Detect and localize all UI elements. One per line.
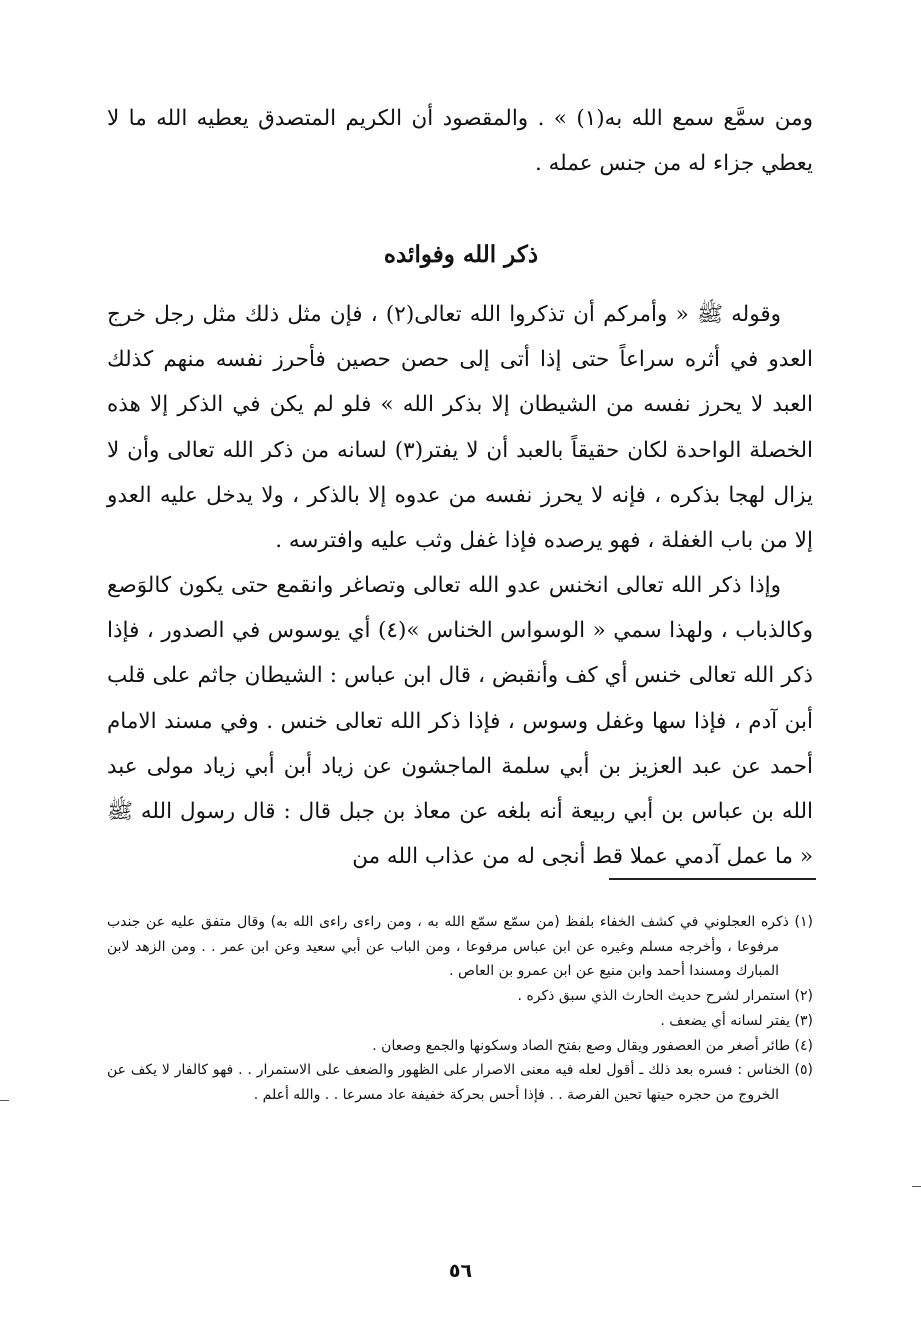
- footnote-separator: [609, 878, 816, 880]
- paragraph-2: وقوله ﷺ « وأمركم أن تذكروا الله تعالى(٢) ، فإن مثل ذلك مثل رجل خرج العدو في أثره سراعاً حتى إذا أتى إلى حصن حصين فأحرز نفسه منهم كذلك العبد لا يحرز نفسه من الشيطان إلا بذكر الله » فلو لم يكن في الذكر إلا هذه الخصلة الواحدة لكان حقيقاً بالعبد أن لا يفتر(٣) لسانه من ذكر الله تعالى وأن لا يزال لهجا بذكره ، فإنه لا يحرز نفسه من عدوه إلا بالذكر ، ولا يدخل عليه العدو إلا من باب الغفلة ، فهو يرصده فإذا غفل وثب عليه وافترسه .: [107, 302, 813, 554]
- section-heading: ذكر الله وفوائده: [383, 241, 539, 268]
- footnotes-list: [107, 910, 813, 1108]
- footnote-3: (٣) يفتر لسانه أي يضعف .: [660, 1012, 813, 1029]
- page-number: ٥٦: [448, 1260, 473, 1282]
- footnote-4: (٤) طائر أصغر من العصفور ويقال وصع بفتح الصاد وسكونها والجمع وصعان .: [372, 1037, 813, 1054]
- scan-edge-mark-left: [0, 1100, 9, 1101]
- footnote-5: (٥) الخناس : فسره بعد ذلك ـ أقول لعله فيه معنى الاصرار على الظهور والضعف على الاستمرار . . فهو كالفار لا يكف عن الخروج من حجره حينها تحين الفرصة . . فإذا أحس بحركة خفيفة عاد مسرعا . . والله أعلم .: [107, 1062, 813, 1103]
- scan-edge-mark-right: [912, 1186, 921, 1187]
- paragraph-3: وإذا ذكر الله تعالى انخنس عدو الله تعالى وتصاغر وانقمع حتى يكون كالوَصع وكالذباب ، ولهذا سمي « الوسواس الخناس »(٤) أي يوسوس في الصدور ، فإذا ذكر الله تعالى خنس أي كف وأنقبض ، قال ابن عباس : الشيطان جاثم على قلب أبن آدم ، فإذا سها وغفل وسوس ، فإذا ذكر الله تعالى خنس . وفي مسند الامام أحمد عن عبد العزيز بن أبي سلمة الماجشون عن زياد أبن أبي زياد مولى عبد الله بن عباس بن أبي ربيعة أنه بلغه عن معاذ بن جبل قال : قال رسول الله ﷺ « ما عمل آدمي عملا قط أنجى له من عذاب الله من: [107, 573, 813, 870]
- paragraph-1: ومن سمَّع سمع الله به(١) » . والمقصود أن الكريم المتصدق يعطيه الله ما لا يعطي جزاء له من جنس عمله .: [107, 106, 813, 177]
- footnote-2: (٢) استمرار لشرح حديث الحارث الذي سبق ذكره .: [517, 988, 813, 1005]
- footnote-1: (١) ذكره العجلوني في كشف الخفاء بلفظ (من سمّع سمّع الله به ، ومن راءى راءى الله به) وقال متفق عليه عن جندب مرفوعا ، وأخرجه مسلم وغيره عن ابن عباس مرفوعا ، ومن الباب عن أبي سعيد وعن ابن عمر . . ومن الزهد لابن المبارك ومسندا أحمد وابن منيع عن ابن عمرو بن العاص .: [107, 914, 813, 980]
